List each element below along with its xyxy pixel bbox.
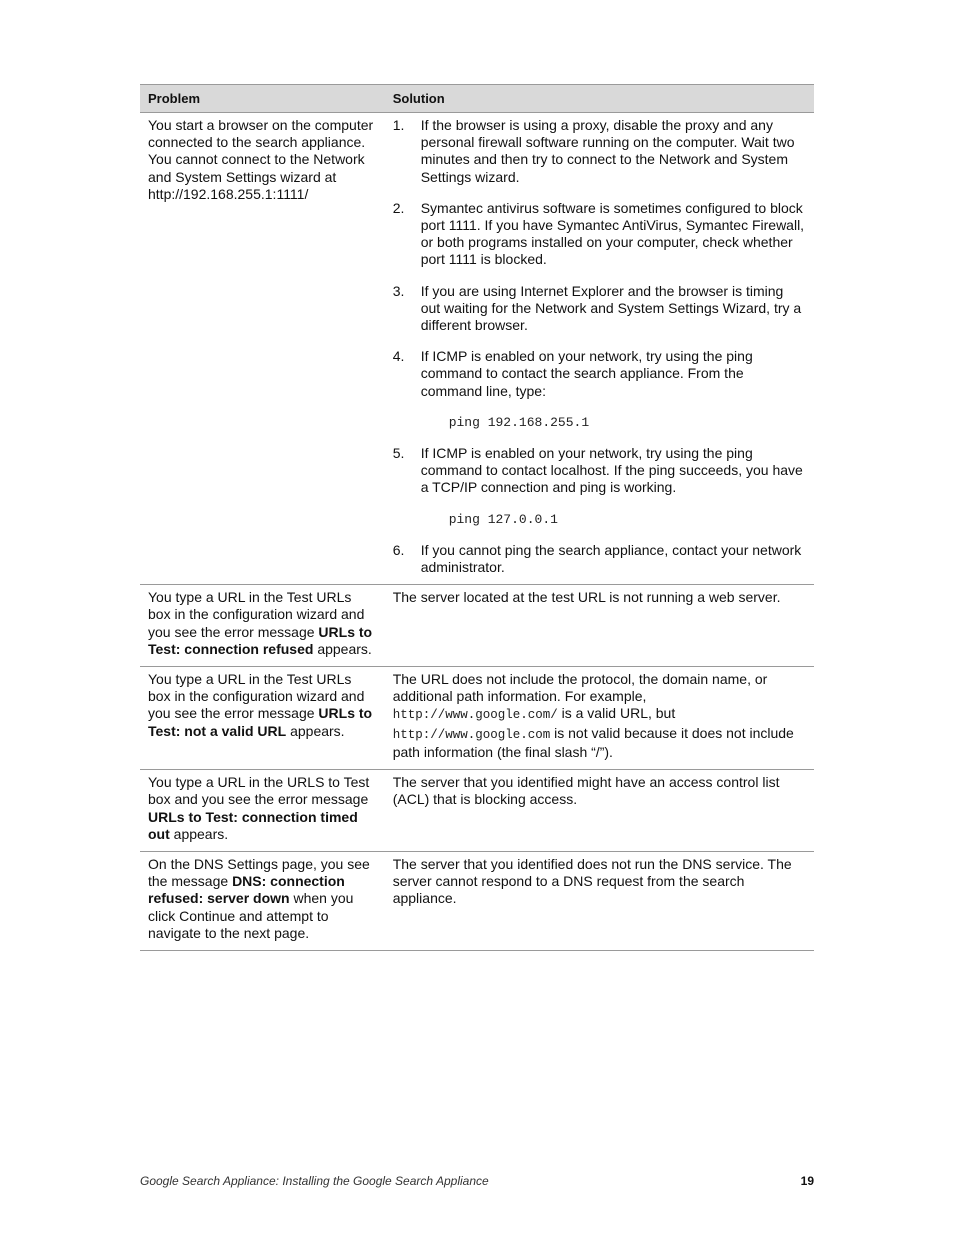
footer-title: Google Search Appliance: Installing the Google Search Appliance — [140, 1174, 489, 1188]
troubleshooting-table — [140, 84, 814, 951]
header-solution: Solution — [385, 85, 814, 113]
code-sample: ping 127.0.0.1 — [448, 511, 558, 527]
table-header-row — [140, 85, 814, 113]
step-text: If ICMP is enabled on your network, try using the ping command to contact localhost. If the ping succeeds, you have a TCP/IP connection and ping is working. — [420, 445, 803, 496]
table-row — [140, 770, 814, 852]
step-text: If you are using Internet Explorer and the browser is timing out waiting for the Network and System Settings Wizard, try a different browser. — [420, 282, 802, 334]
problem-text: appears. — [286, 722, 345, 739]
step-number: 4. — [392, 348, 405, 365]
problem-text: appears. — [313, 640, 372, 657]
step-number: 3. — [392, 282, 405, 299]
list-item — [393, 200, 806, 269]
error-message: URLs to Test: connection refused — [148, 623, 373, 657]
step-text: If you cannot ping the search appliance, contact your network administrator. — [420, 541, 802, 576]
problem-cell — [140, 851, 385, 950]
solution-steps — [393, 117, 806, 576]
table-row — [140, 851, 814, 950]
problem-text: You type a URL in the Test URLs box in the configuration wizard and you see the error message — [148, 589, 365, 640]
error-message: DNS: connection refused: server down — [148, 873, 345, 907]
table-row — [140, 667, 814, 770]
problem-cell — [140, 585, 385, 667]
problem-cell — [140, 770, 385, 852]
step-text: If ICMP is enabled on your network, try using the ping command to contact the search appliance. From the command line, type: — [420, 348, 753, 399]
solution-cell: The server located at the test URL is not running a web server. — [385, 585, 814, 667]
solution-text: is a valid URL, but — [557, 705, 676, 722]
code-sample: ping 192.168.255.1 — [448, 414, 590, 430]
list-item — [393, 283, 806, 335]
problem-text: You type a URL in the URLS to Test box and you see the error message — [148, 774, 370, 808]
list-item — [393, 542, 806, 576]
problem-text: You type a URL in the Test URLs box in the configuration wizard and you see the error message — [148, 671, 365, 722]
problem-text: when you click Continue and attempt to navigate to the next page. — [148, 890, 354, 941]
step-text: Symantec antivirus software is sometimes configured to block port 1111. If you have Symantec AntiVirus, Symantec Firewall, or both programs installed on your computer, check whether port 1111 is blocked. — [420, 199, 805, 268]
table-row — [140, 113, 814, 585]
step-text: If the browser is using a proxy, disable the proxy and any personal firewall software running on the computer. Wait two minutes and then try to connect to the Network and System Settings wizard. — [420, 117, 795, 185]
problem-text: On the DNS Settings page, you see the message — [148, 855, 370, 890]
step-number: 6. — [392, 541, 405, 558]
code-url: http://www.google.com — [392, 727, 551, 742]
step-number: 2. — [392, 199, 405, 216]
problem-cell — [140, 667, 385, 770]
solution-cell — [385, 667, 814, 770]
header-problem: Problem — [140, 85, 385, 113]
error-message: URLs to Test: not a valid URL — [148, 705, 373, 739]
page-number: 19 — [800, 1174, 814, 1188]
solution-cell: The server that you identified does not run the DNS service. The server cannot respond to a DNS request from the search appliance. — [385, 851, 814, 950]
error-message: URLs to Test: connection timed out — [148, 808, 358, 842]
solution-text: is not valid because it does not include path information (the final slash “/”). — [392, 724, 794, 760]
step-number: 5. — [392, 445, 405, 462]
solution-text: The URL does not include the protocol, the domain name, or additional path information. For example, — [392, 671, 768, 705]
code-url: http://www.google.com/ — [392, 708, 558, 723]
solution-cell — [385, 113, 814, 585]
problem-cell: You start a browser on the computer connected to the search appliance. You cannot connect to the Network and System Settings wizard at http://192.168.255.1:1111/ — [140, 113, 385, 585]
problem-text: appears. — [169, 825, 229, 842]
list-item — [393, 445, 806, 528]
list-item — [393, 117, 806, 186]
step-number: 1. — [392, 117, 405, 133]
list-item — [393, 348, 806, 431]
solution-cell: The server that you identified might have an access control list (ACL) that is blocking access. — [385, 770, 814, 852]
table-row — [140, 585, 814, 667]
